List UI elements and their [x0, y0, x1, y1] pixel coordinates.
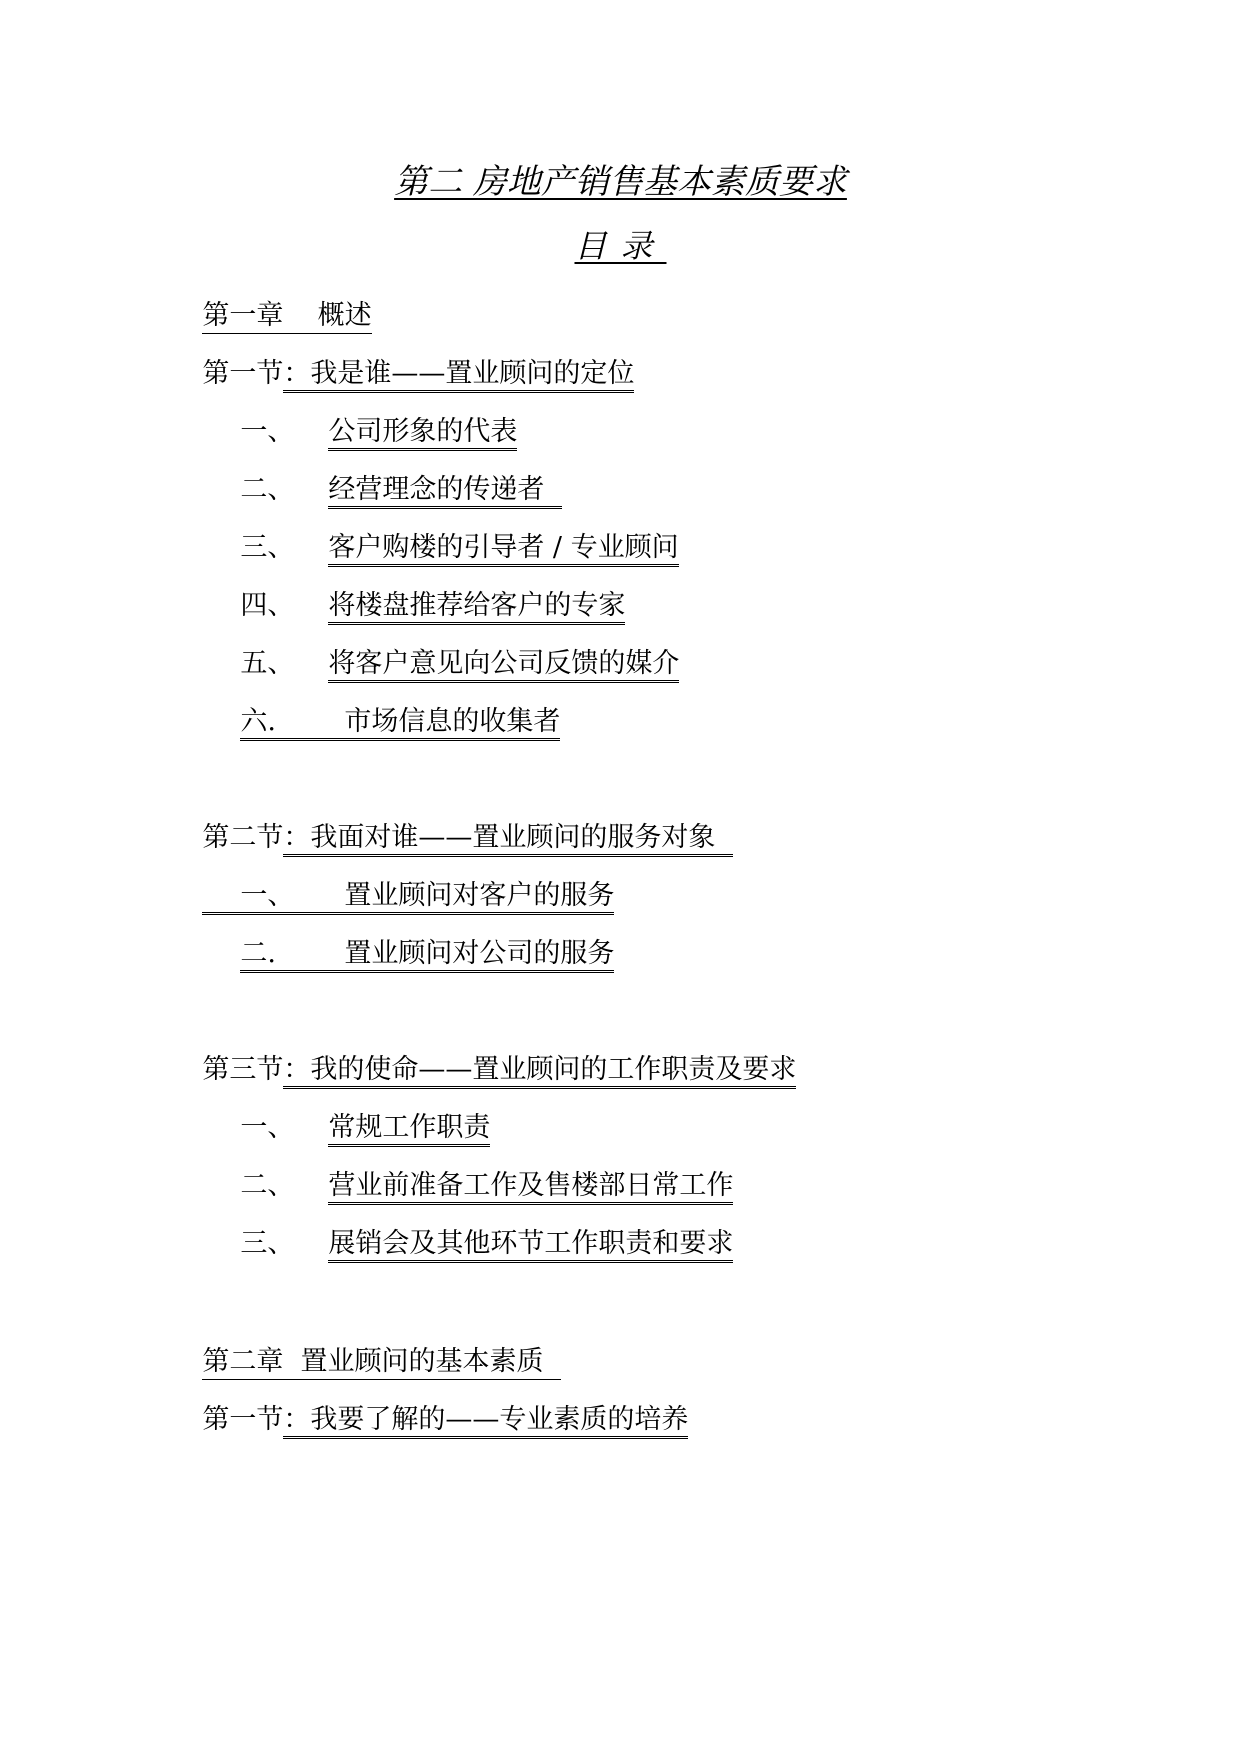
toc-item[interactable]: 三、 展销会及其他环节工作职责和要求	[206, 1190, 733, 1298]
document-title: 第二 房地产销售基本素质要求	[394, 162, 847, 202]
section-3-heading[interactable]: 第三节：我的使命——置业顾问的工作职责及要求	[168, 1016, 796, 1124]
toc-item[interactable]: 四、 将楼盘推荐给客户的专家	[206, 552, 625, 660]
toc-item[interactable]: 五、 将客户意见向公司反馈的媒介	[206, 610, 679, 718]
chapter-2-section-1-heading[interactable]: 第一节：我要了解的——专业素质的培养	[168, 1366, 688, 1474]
toc-item[interactable]: 二、 经营理念的传递者	[206, 436, 562, 544]
toc-item[interactable]: 一、 置业顾问对客户的服务	[168, 842, 614, 950]
section-1-heading[interactable]: 第一节：我是谁——置业顾问的定位	[168, 320, 634, 428]
chapter-1-heading[interactable]: 第一章 概述	[168, 262, 372, 370]
toc-item[interactable]: 二、 营业前准备工作及售楼部日常工作	[206, 1132, 733, 1240]
toc-item[interactable]: 二. 置业顾问对公司的服务	[206, 900, 614, 1008]
toc-item[interactable]: 一、 常规工作职责	[206, 1074, 490, 1182]
toc-item[interactable]: 三、 客户购楼的引导者 / 专业顾问	[206, 494, 679, 602]
toc-item[interactable]: 一、 公司形象的代表	[206, 378, 517, 486]
toc-heading: 目录	[574, 227, 667, 265]
section-2-heading[interactable]: 第二节：我面对谁——置业顾问的服务对象	[168, 784, 733, 892]
toc-item[interactable]: 六. 市场信息的收集者	[206, 668, 560, 776]
chapter-2-heading[interactable]: 第二章 置业顾问的基本素质	[168, 1308, 561, 1416]
